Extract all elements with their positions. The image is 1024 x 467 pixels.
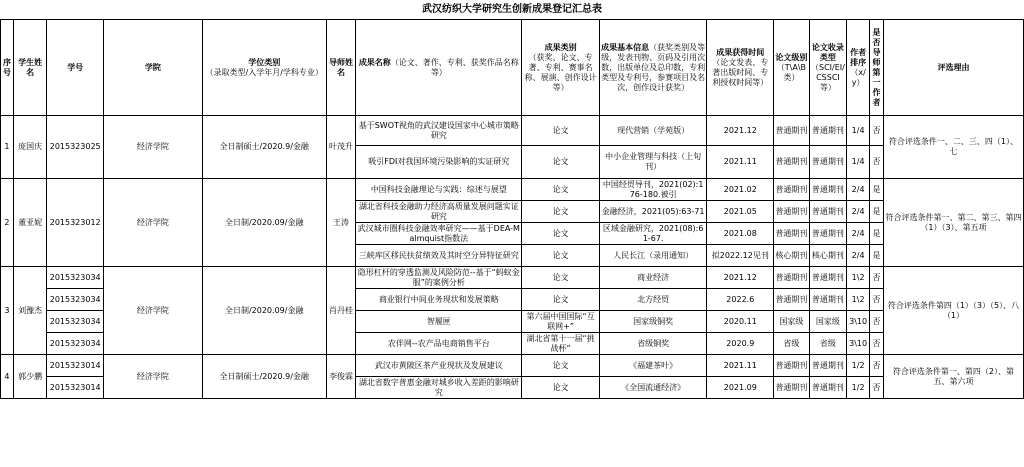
- cell-level: 普通期刊: [774, 355, 810, 377]
- cell-rank: 2/4: [847, 245, 870, 267]
- cell-first: 是: [870, 223, 884, 245]
- cell-info: 中小企业管理与科技（上旬刊）: [599, 146, 707, 179]
- cell-index: 普通期刊: [809, 377, 846, 399]
- cell-id: 2015323034: [47, 289, 104, 311]
- cell-seq: 1: [1, 116, 14, 179]
- cell-first: 是: [870, 179, 884, 201]
- cell-first: 否: [870, 116, 884, 146]
- cell-first: 是: [870, 201, 884, 223]
- cell-level: 普通期刊: [774, 377, 810, 399]
- cell-level: 普通期刊: [774, 267, 810, 289]
- cell-rank: 1/4: [847, 116, 870, 146]
- cell-level: 普通期刊: [774, 289, 810, 311]
- cell-info: 金融经济，2021(05):63-71: [599, 201, 707, 223]
- cell-info: 国家级铜奖: [599, 311, 707, 333]
- cell-info: 人民长江（录用通知）: [599, 245, 707, 267]
- cell-advisor: 王涛: [326, 179, 355, 267]
- cell-level: 普通期刊: [774, 201, 810, 223]
- header-row: [1, 20, 1024, 116]
- cell-category: 第六届中国国际“互联网+”: [522, 311, 600, 333]
- cell-date: 2022.6: [707, 289, 774, 311]
- cell-info: 现代营销（学苑版）: [599, 116, 707, 146]
- cell-first: 否: [870, 267, 884, 289]
- cell-info: 北方经贸: [599, 289, 707, 311]
- cell-index: 普通期刊: [809, 179, 846, 201]
- col-student-name: 学生姓名: [13, 20, 46, 116]
- cell-seq: 2: [1, 179, 14, 267]
- cell-level: 普通期刊: [774, 179, 810, 201]
- cell-title: 三峡库区移民扶贫绩效及其时空分异特征研究: [356, 245, 522, 267]
- cell-name: 董亚妮: [13, 179, 46, 267]
- cell-first: 否: [870, 377, 884, 399]
- col-author-rank: 作者排序 （x/y）: [847, 20, 870, 116]
- summary-table: [0, 19, 1024, 399]
- cell-rank: 3\10: [847, 333, 870, 355]
- table-row: [1, 179, 1024, 201]
- cell-seq: 3: [1, 267, 14, 355]
- cell-reason: 符合评选条件第一、第二、第三、第四（1）（3）、第五项: [883, 179, 1023, 267]
- cell-date: 2021.02: [707, 179, 774, 201]
- cell-title: 商业银行中间业务现状和发展策略: [356, 289, 522, 311]
- table-row: [1, 355, 1024, 377]
- cell-advisor: 李俊霖: [326, 355, 355, 399]
- cell-title: 基于SWOT视角的武汉建设国家中心城市策略研究: [356, 116, 522, 146]
- cell-title: 隐形杠杆的穿透监测及风险防范--基于“蚂蚁金服”的案例分析: [356, 267, 522, 289]
- cell-first: 否: [870, 333, 884, 355]
- col-reason: 评选理由: [883, 20, 1023, 116]
- cell-index: 普通期刊: [809, 146, 846, 179]
- cell-info: 《福建茶叶》: [599, 355, 707, 377]
- cell-date: 2020.11: [707, 311, 774, 333]
- cell-title: 武汉市黄陂区茶产业现状及发展建议: [356, 355, 522, 377]
- cell-title: 中国科技金融理论与实践：综述与展望: [356, 179, 522, 201]
- cell-id: 2015323034: [47, 333, 104, 355]
- cell-category: 论文: [522, 355, 600, 377]
- cell-title: 湖北省科技金融助力经济高质量发展问题实证研究: [356, 201, 522, 223]
- col-time: 成果获得时间 （论文发表、专著出版时间、专利授权时间等）: [707, 20, 774, 116]
- cell-index: 国家级: [809, 311, 846, 333]
- cell-advisor: 叶茂升: [326, 116, 355, 179]
- cell-info: 区域金融研究，2021(08):61-67.: [599, 223, 707, 245]
- cell-title: 武汉城市圈科技金融效率研究——基于DEA-Malmquist指数法: [357, 223, 520, 243]
- cell-date: 2021.11: [707, 146, 774, 179]
- col-advisor-first: 是否导师第一作者: [870, 20, 884, 116]
- cell-rank: 2/4: [847, 179, 870, 201]
- cell-reason: 符合评选条件第一、第四（2）、第五、第六项: [883, 355, 1023, 399]
- cell-title: 吸引FDI对我国环境污染影响的实证研究: [356, 146, 522, 179]
- cell-id: 2015323014: [47, 355, 104, 377]
- cell-rank: 1/2: [847, 355, 870, 377]
- cell-category: 湖北省第十一届“挑战杯”: [522, 333, 600, 355]
- cell-rank: 3\10: [847, 311, 870, 333]
- col-paper-level: 论文级别 （T\A\B类）: [774, 20, 810, 116]
- col-category: 成果类别 （获奖、论文、专著、专利、赛事名称、展演、创作设计等）: [522, 20, 600, 116]
- cell-rank: 1/4: [847, 146, 870, 179]
- cell-id: 2015323025: [47, 116, 104, 179]
- cell-name: 郭少鹏: [13, 355, 46, 399]
- cell-title: 智履匣: [356, 311, 522, 333]
- col-paper-index: 论文收录类型 （SCI/EI/CSSCI等）: [809, 20, 846, 116]
- cell-index: 普通期刊: [809, 289, 846, 311]
- table-row: [1, 116, 1024, 146]
- cell-title: 湖北省数字普惠金融对城乡收入差距的影响研究: [356, 377, 522, 399]
- cell-college: 经济学院: [104, 179, 203, 267]
- cell-college: 经济学院: [104, 267, 203, 355]
- cell-date: 2021.12: [707, 116, 774, 146]
- cell-first: 否: [870, 146, 884, 179]
- cell-first: 是: [870, 245, 884, 267]
- cell-date: 2021.09: [707, 377, 774, 399]
- col-college: 学院: [104, 20, 203, 116]
- cell-index: 普通期刊: [809, 201, 846, 223]
- cell-category: 论文: [522, 245, 600, 267]
- cell-index: 普通期刊: [809, 267, 846, 289]
- cell-level: 省级: [774, 333, 810, 355]
- col-advisor: 导师姓名: [326, 20, 355, 116]
- cell-seq: 4: [1, 355, 14, 399]
- cell-index: 普通期刊: [809, 355, 846, 377]
- cell-id: 2015323014: [47, 377, 104, 399]
- cell-first: 否: [870, 311, 884, 333]
- cell-rank: 1\2: [847, 289, 870, 311]
- cell-index: 普通期刊: [809, 223, 846, 245]
- cell-level: 国家级: [774, 311, 810, 333]
- cell-category: 论文: [522, 201, 600, 223]
- cell-rank: 2/4: [847, 201, 870, 223]
- cell-id: 2015323034: [47, 311, 104, 333]
- cell-level: 核心期刊: [774, 245, 810, 267]
- col-degree-type: 学位类别 （录取类型/入学年月/学科专业）: [202, 20, 326, 116]
- cell-level: 普通期刊: [774, 146, 810, 179]
- cell-category: 论文: [522, 377, 600, 399]
- cell-level: 普通期刊: [774, 116, 810, 146]
- cell-category: 论文: [522, 289, 600, 311]
- cell-name: 庞国庆: [13, 116, 46, 179]
- cell-date: 拟2022.12见刊: [707, 245, 774, 267]
- cell-rank: 2/4: [847, 223, 870, 245]
- cell-date: 2020.9: [707, 333, 774, 355]
- cell-reason: 符合评选条件一、二、三、四（1）、七: [883, 116, 1023, 179]
- cell-college: 经济学院: [104, 355, 203, 399]
- cell-level: 普通期刊: [774, 223, 810, 245]
- cell-degree: 全日制硕士/2020.9/金融: [202, 116, 326, 179]
- cell-category: 论文: [522, 116, 600, 146]
- cell-id: 2015323034: [47, 267, 104, 289]
- cell-info: 中国经贸导刊，2021(02):176-180.被引: [599, 179, 707, 201]
- cell-degree: 全日制硕士/2020.9/金融: [202, 355, 326, 399]
- cell-rank: 1\2: [847, 267, 870, 289]
- cell-category: 论文: [522, 179, 600, 201]
- cell-advisor: 肖丹桂: [326, 267, 355, 355]
- cell-index: 普通期刊: [809, 116, 846, 146]
- cell-reason: 符合评选条件第四（1）（3）（5）、八（1）: [883, 267, 1023, 355]
- cell-first: 否: [870, 355, 884, 377]
- cell-date: 2021.05: [707, 201, 774, 223]
- cell-date: 2021.08: [707, 223, 774, 245]
- col-seq: 序号: [1, 20, 14, 116]
- col-student-id: 学号: [47, 20, 104, 116]
- cell-degree: 全日制/2020.09/金融: [202, 179, 326, 267]
- cell-rank: 1/2: [847, 377, 870, 399]
- cell-first: 否: [870, 289, 884, 311]
- cell-index: 省级: [809, 333, 846, 355]
- cell-degree: 全日制/2020.09/金融: [202, 267, 326, 355]
- cell-name: 刘豫杰: [13, 267, 46, 355]
- cell-info: 省级铜奖: [599, 333, 707, 355]
- cell-title: 农伴网--农产品电商销售平台: [356, 333, 522, 355]
- col-basic-info: 成果基本信息（获奖类别及等级，发表刊物、页码及引用次数，出版单位及总印数，专利类型及专利号，参赛项目及名次，创作设计获奖）: [599, 20, 707, 116]
- cell-date: 2021.11: [707, 355, 774, 377]
- cell-info: 商业经济: [599, 267, 707, 289]
- table-row: [1, 267, 1024, 289]
- cell-category: 论文: [522, 267, 600, 289]
- cell-date: 2021.12: [707, 267, 774, 289]
- col-achievement-name: 成果名称（论文、著作、专利、获奖作品名称等）: [356, 20, 522, 116]
- cell-category: 论文: [522, 223, 600, 245]
- cell-index: 核心期刊: [809, 245, 846, 267]
- cell-info: 《全国流通经济》: [599, 377, 707, 399]
- sheet-title: 武汉纺织大学研究生创新成果登记汇总表: [422, 4, 602, 15]
- cell-id: 2015323012: [47, 179, 104, 267]
- cell-college: 经济学院: [104, 116, 203, 179]
- cell-category: 论文: [522, 146, 600, 179]
